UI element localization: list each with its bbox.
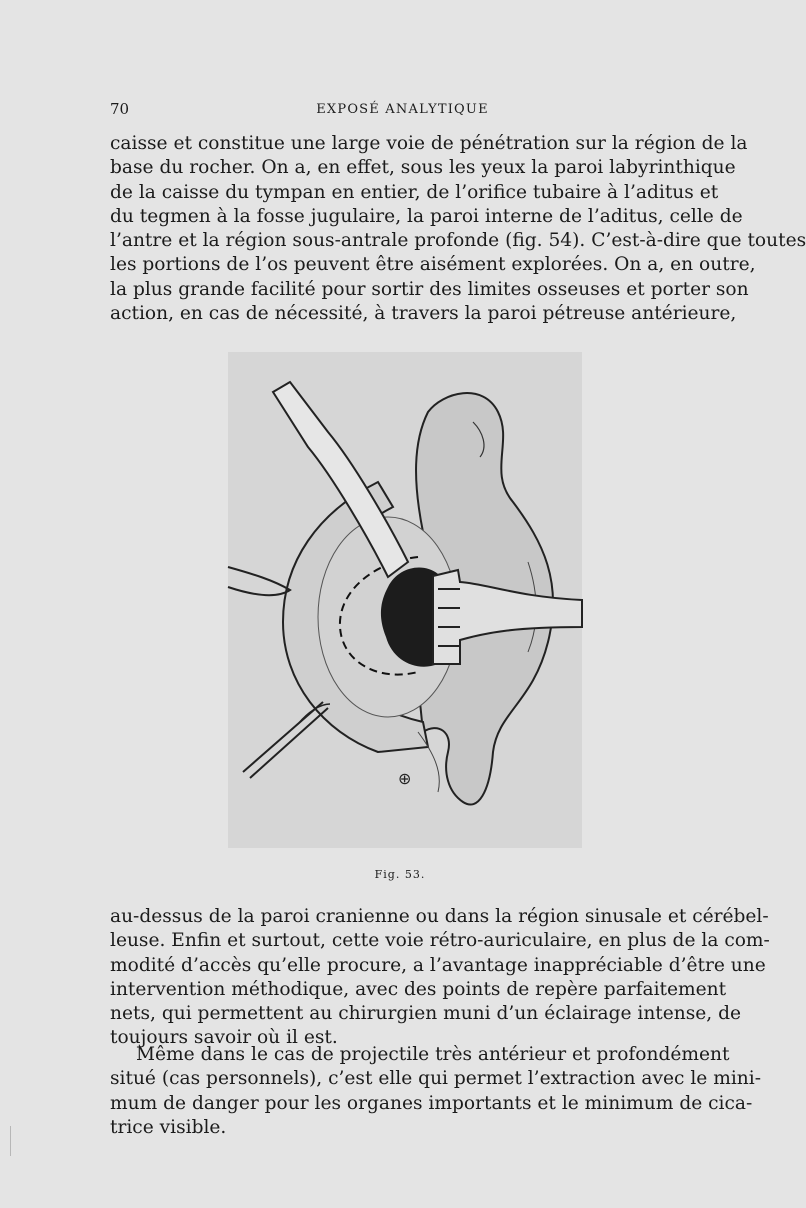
text-line: leuse. Enfin et surtout, cette voie rétro-auriculaire, en plus de la com-: [110, 930, 770, 952]
text-line: l’antre et la région sous-antrale profonde (fig. 54). C’est-à-dire que toutes: [110, 230, 806, 252]
paragraph-2: [110, 905, 770, 1051]
text-line: trice visible.: [110, 1116, 227, 1138]
text-line: Même dans le cas de projectile très antérieur et profondément: [136, 1044, 730, 1065]
text-line: mum de danger pour les organes importants et le minimum de cica-: [110, 1092, 753, 1114]
text-line: situé (cas personnels), c’est elle qui permet l’extraction avec le mini-: [110, 1068, 761, 1090]
text-line: modité d’accès qu’elle procure, a l’avantage inappréciable d’être une: [110, 954, 766, 976]
forceps-lower: [243, 702, 328, 778]
text-line: base du rocher. On a, en effet, sous les yeux la paroi labyrinthique: [110, 157, 736, 179]
figure-caption: Fig. 53.: [374, 868, 426, 881]
monogram: ⊕: [398, 769, 412, 788]
illustration-drawing: [228, 352, 582, 848]
running-title: EXPOSÉ ANALYTIQUE: [316, 102, 489, 117]
surgical-illustration: [228, 352, 582, 848]
text-line: la plus grande facilité pour sortir des limites osseuses et porter son: [110, 278, 749, 300]
forceps-upper: [228, 567, 290, 595]
text-line: les portions de l’os peuvent être aisément explorées. On a, en outre,: [110, 254, 756, 276]
text-line: caisse et constitue une large voie de pénétration sur la région de la: [110, 133, 748, 154]
text-line: au-dessus de la paroi cranienne ou dans la région sinusale et cérébel-: [110, 906, 769, 927]
page-number: 70: [110, 100, 130, 118]
paragraph-3: [110, 1043, 761, 1140]
page-header: [110, 100, 695, 122]
margin-mark: [10, 1126, 19, 1156]
paragraph-1: [110, 132, 806, 326]
text-line: de la caisse du tympan en entier, de l’orifice tubaire à l’aditus et: [110, 181, 719, 203]
text-line: nets, qui permettent au chirurgien muni d’un éclairage intense, de: [110, 1003, 742, 1025]
text-line: action, en cas de nécessité, à travers la paroi pétreuse antérieure,: [110, 303, 737, 325]
text-line: toujours savoir où il est.: [110, 1027, 338, 1049]
text-line: du tegmen à la fosse jugulaire, la paroi interne de l’aditus, celle de: [110, 205, 743, 227]
text-line: intervention méthodique, avec des points de repère parfaitement: [110, 978, 727, 1000]
